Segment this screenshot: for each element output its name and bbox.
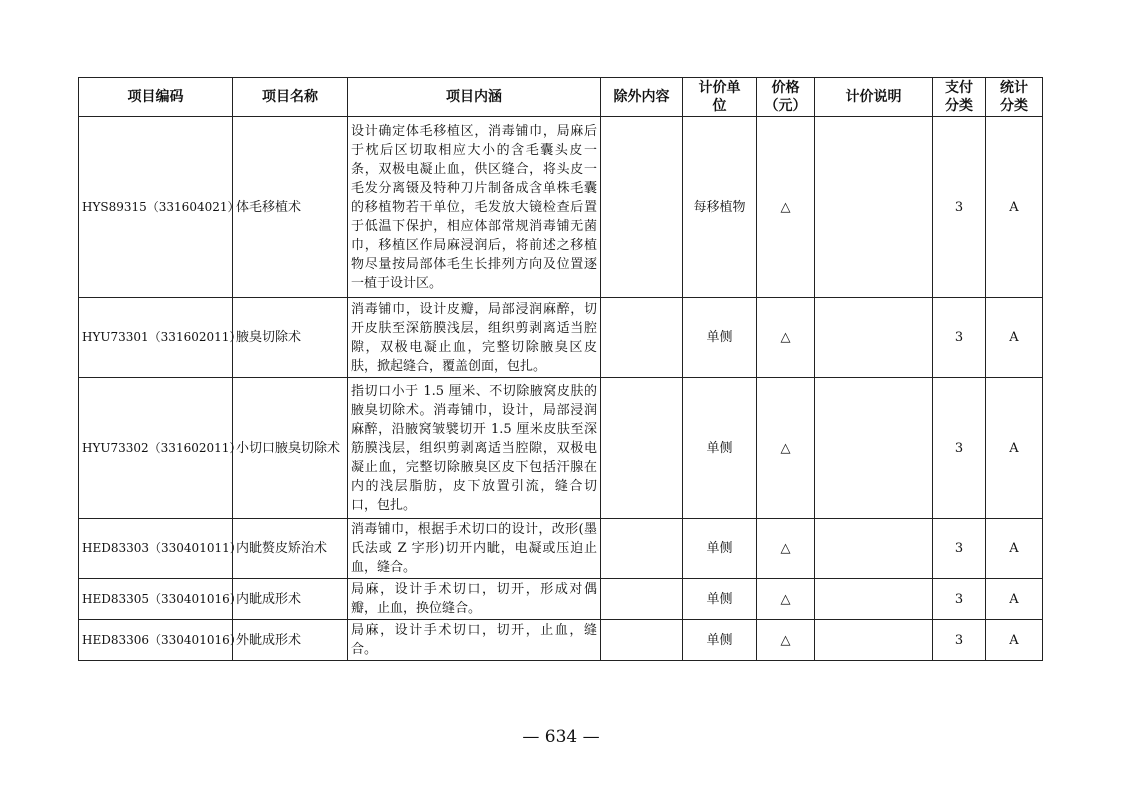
row-pay-class: 3 xyxy=(933,117,986,298)
row-unit: 单侧 xyxy=(683,298,757,378)
row-stat-class: A xyxy=(986,298,1043,378)
header-code: 项目编码 xyxy=(79,78,233,117)
row-stat-class: A xyxy=(986,579,1043,620)
row-note xyxy=(815,117,933,298)
header-price: 价格（元） xyxy=(757,78,815,117)
row-content: 消毒铺巾，根据手术切口的设计，改形(墨氏法或 Z 字形)切开内眦，电凝或压迫止血，缝合。 xyxy=(348,519,601,579)
row-stat-class: A xyxy=(986,519,1043,579)
row-name: 小切口腋臭切除术 xyxy=(233,378,348,519)
row-price: △ xyxy=(757,579,815,620)
row-name: 体毛移植术 xyxy=(233,117,348,298)
table-row xyxy=(79,519,1043,579)
row-pay-class: 3 xyxy=(933,298,986,378)
row-excluded xyxy=(601,378,683,519)
row-content: 局麻，设计手术切口，切开，形成对偶瓣，止血，换位缝合。 xyxy=(348,579,601,620)
row-excluded xyxy=(601,620,683,661)
row-excluded xyxy=(601,298,683,378)
row-pay-class: 3 xyxy=(933,378,986,519)
row-unit: 每移植物 xyxy=(683,117,757,298)
row-stat-class: A xyxy=(986,620,1043,661)
document-page xyxy=(78,77,1042,661)
header-note: 计价说明 xyxy=(815,78,933,117)
row-unit: 单侧 xyxy=(683,378,757,519)
row-content: 指切口小于 1.5 厘米、不切除腋窝皮肤的腋臭切除术。消毒铺巾，设计，局部浸润麻醉，沿腋窝皱襞切开 1.5 厘米皮肤至深筋膜浅层，组织剪剥离适当腔隙，双极电凝止血，完整切除腋臭区皮下包括汗腺在内的浅层脂肪，皮下放置引流，缝合切口，包扎。 xyxy=(348,378,601,519)
row-note xyxy=(815,519,933,579)
row-code: HYU73302（331602011） xyxy=(79,378,233,519)
row-content: 设计确定体毛移植区，消毒铺巾，局麻后于枕后区切取相应大小的含毛囊头皮一条，双极电凝止血，供区缝合，将头皮一毛发分离镊及特种刀片制备成含单株毛囊的移植物若干单位，毛发放大镜检查后置于低温下保护，相应体部常规消毒铺无菌巾，移植区作局麻浸润后，将前述之移植物尽量按局部体毛生长排列方向及位置逐一植于设计区。 xyxy=(348,117,601,298)
row-note xyxy=(815,378,933,519)
header-content: 项目内涵 xyxy=(348,78,601,117)
table-row xyxy=(79,298,1043,378)
row-unit: 单侧 xyxy=(683,620,757,661)
row-content: 局麻，设计手术切口，切开，止血，缝合。 xyxy=(348,620,601,661)
header-stat-class: 统计分类 xyxy=(986,78,1043,117)
row-name: 内眦成形术 xyxy=(233,579,348,620)
row-content: 消毒铺巾，设计皮瓣，局部浸润麻醉，切开皮肤至深筋膜浅层，组织剪剥离适当腔隙，双极电凝止血，完整切除腋臭区皮肤，掀起缝合，覆盖创面，包扎。 xyxy=(348,298,601,378)
row-note xyxy=(815,579,933,620)
row-code: HYS89315（331604021） xyxy=(79,117,233,298)
row-unit: 单侧 xyxy=(683,519,757,579)
row-pay-class: 3 xyxy=(933,620,986,661)
row-pay-class: 3 xyxy=(933,519,986,579)
row-code: HYU73301（331602011） xyxy=(79,298,233,378)
row-price: △ xyxy=(757,378,815,519)
row-code: HED83303（330401011） xyxy=(79,519,233,579)
row-price: △ xyxy=(757,620,815,661)
row-name: 内眦赘皮矫治术 xyxy=(233,519,348,579)
table-row xyxy=(79,378,1043,519)
row-price: △ xyxy=(757,519,815,579)
row-unit: 单侧 xyxy=(683,579,757,620)
header-unit: 计价单位 xyxy=(683,78,757,117)
pricing-table xyxy=(78,77,1043,661)
row-name: 腋臭切除术 xyxy=(233,298,348,378)
row-pay-class: 3 xyxy=(933,579,986,620)
row-code: HED83306（330401016） xyxy=(79,620,233,661)
row-stat-class: A xyxy=(986,378,1043,519)
row-excluded xyxy=(601,519,683,579)
row-excluded xyxy=(601,579,683,620)
table-row xyxy=(79,620,1043,661)
table-row xyxy=(79,117,1043,298)
table-row xyxy=(79,579,1043,620)
row-price: △ xyxy=(757,117,815,298)
row-stat-class: A xyxy=(986,117,1043,298)
row-code: HED83305（330401016） xyxy=(79,579,233,620)
header-excluded: 除外内容 xyxy=(601,78,683,117)
header-pay-class: 支付分类 xyxy=(933,78,986,117)
row-name: 外眦成形术 xyxy=(233,620,348,661)
header-name: 项目名称 xyxy=(233,78,348,117)
table-header-row xyxy=(79,78,1043,117)
row-price: △ xyxy=(757,298,815,378)
row-excluded xyxy=(601,117,683,298)
row-note xyxy=(815,620,933,661)
page-number: — 634 — xyxy=(522,727,600,747)
row-note xyxy=(815,298,933,378)
